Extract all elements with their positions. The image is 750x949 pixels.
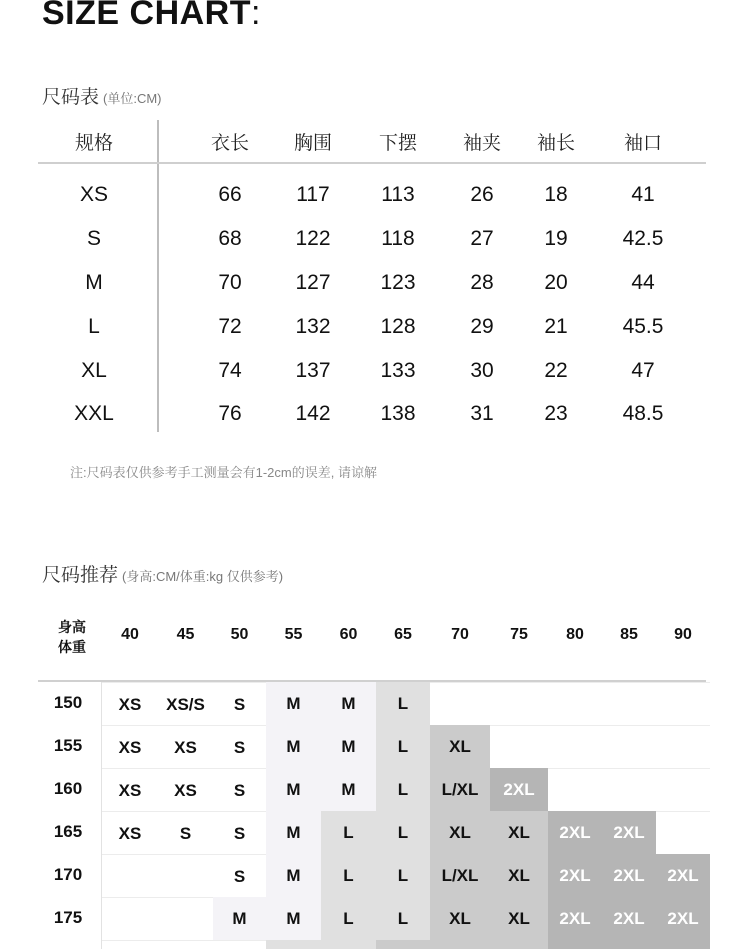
size-table-cell: 19 [544,227,568,250]
size-recommend-cell-partial [321,940,376,949]
size-recommend-cell-partial [213,940,266,949]
size-label: XS [79,183,109,206]
size-recommend-cell: XS [158,725,213,769]
size-table-divider-horizontal [38,162,706,164]
weight-header-50: 50 [230,626,249,643]
recommend-heading [42,560,283,587]
size-recommend-cell: XS [102,811,158,855]
size-table-header-6: 袖口 [623,133,663,154]
size-table-cell: 117 [296,183,330,206]
size-table-cell: 122 [295,227,331,250]
size-recommend-cell: S [213,854,266,898]
size-recommend-cell: M [266,682,321,725]
size-recommend-cell: L [376,768,430,811]
size-table-cell: 113 [381,183,415,206]
size-recommend-cell-partial [602,940,656,949]
size-table-cell: 138 [380,402,416,425]
size-recommend-cell-partial [656,940,710,949]
size-table-cell: 23 [544,402,568,425]
size-table-cell: 68 [218,227,242,250]
size-table-cell: 48.5 [622,402,664,425]
size-recommend-cell-partial [102,940,158,949]
corner-weight-label: 体重 [58,639,86,655]
size-table-cell: 31 [470,402,494,425]
size-table-cell: 133 [380,359,416,382]
size-recommend-cell: M [266,811,321,854]
weight-header-65: 65 [394,626,412,643]
size-recommend-cell: XS [102,768,158,812]
page-title [42,0,261,33]
size-table-cell: 21 [544,315,568,338]
size-recommend-cell: S [158,811,213,855]
size-recommend-cell: L [376,897,430,940]
weight-header-45: 45 [176,626,195,643]
size-recommend-cell [656,682,710,726]
recommend-subtitle: (身高:CM/体重:kg 仅供参考) [122,569,284,584]
size-recommend-cell: 2XL [490,768,548,811]
size-recommend-cell: XS/S [158,682,213,726]
height-header-160: 160 [53,779,83,798]
size-recommend-cell [656,811,710,855]
size-recommend-cell: XL [430,725,490,768]
size-recommend-cell: L [376,811,430,854]
size-label: L [88,315,100,338]
size-recommend-cell: 2XL [548,854,602,897]
size-recommend-cell [158,897,213,941]
size-recommend-cell: 2XL [656,897,710,940]
size-recommend-cell: L [321,897,376,940]
size-table-cell: 70 [218,271,242,294]
size-recommend-cell [490,725,548,769]
size-table-cell: 66 [218,183,242,206]
size-recommend-cell: L [376,854,430,897]
size-table-cell: 28 [470,271,494,294]
size-label: S [86,227,102,250]
size-table-cell: 27 [470,227,494,250]
size-recommend-cell: XS [158,768,213,812]
size-recommend-cell [102,854,158,898]
size-recommend-cell: M [321,682,376,725]
size-recommend-cell-partial [490,940,548,949]
height-header-175: 175 [53,908,83,927]
size-recommend-cell [490,682,548,726]
weight-header-90: 90 [674,626,692,643]
size-label: M [85,271,103,294]
size-recommend-cell-partial [430,940,490,949]
size-table-unit: (单位:CM) [103,91,162,106]
size-recommend-cell [602,682,656,726]
size-recommend-cell-partial [548,940,602,949]
size-recommend-cell: M [266,854,321,897]
recommend-title: 尺码推荐 [42,565,119,586]
size-recommend-cell [602,725,656,769]
size-recommend-cell: S [213,768,266,812]
weight-header-60: 60 [339,626,358,643]
size-recommend-cell [656,725,710,769]
size-table-header-0: 规格 [74,133,114,154]
size-recommend-cell: M [266,768,321,811]
size-recommend-cell: L/XL [430,854,490,897]
size-table-note: 注:尺码表仅供参考手工测量会有1-2cm的误差, 请谅解 [70,465,377,480]
size-recommend-cell [602,768,656,812]
size-recommend-cell: L [321,854,376,897]
size-table-header-3: 下摆 [378,133,418,154]
height-header-170: 170 [53,865,83,884]
size-recommend-cell-partial [266,940,321,949]
weight-header-80: 80 [566,626,584,643]
size-table-cell: 118 [381,227,415,250]
size-table-cell: 20 [544,271,568,294]
weight-header-85: 85 [620,626,638,643]
height-header-150: 150 [53,693,83,712]
size-recommend-cell [102,897,158,941]
size-table-heading [42,82,162,109]
size-recommend-cell: L [376,682,430,725]
size-recommend-cell: S [213,725,266,769]
size-table-cell: 42.5 [622,227,664,250]
size-recommend-cell: XL [430,811,490,854]
size-recommend-cell: XL [490,897,548,940]
size-table-header-1: 衣长 [210,133,250,154]
size-table-header-5: 袖长 [536,133,576,154]
size-table-cell: 26 [470,183,494,206]
size-recommend-cell: S [213,811,266,855]
size-recommend-cell: XL [430,897,490,940]
weight-header-55: 55 [284,626,303,643]
size-table-header-4: 袖夹 [462,133,502,154]
size-recommend-cell: M [266,897,321,940]
size-recommend-cell [548,768,602,812]
size-recommend-cell: L [376,725,430,768]
size-recommend-cell: M [213,897,266,940]
size-table-title: 尺码表 [42,87,100,108]
size-table-cell: 137 [295,359,331,382]
page-title-colon: : [251,0,261,32]
recommend-corner-label [58,617,86,657]
size-table-cell: 44 [631,271,655,294]
size-table-cell: 45.5 [622,315,664,338]
size-table-cell: 30 [470,359,494,382]
size-recommend-cell: XS [102,682,158,726]
size-table-cell: 74 [218,359,242,382]
size-recommend-cell: XS [102,725,158,769]
size-recommend-cell [656,768,710,812]
size-recommend-cell: S [213,682,266,726]
size-recommend-cell: M [321,725,376,768]
size-recommend-cell-partial [158,940,213,949]
size-table-cell: 128 [380,315,416,338]
size-recommend-cell [430,682,490,726]
size-recommend-cell [548,725,602,769]
size-table-cell: 72 [218,315,242,338]
size-recommend-cell: L/XL [430,768,490,811]
size-recommend-cell-partial [376,940,430,949]
size-label: XL [81,359,107,382]
size-recommend-cell: 2XL [602,854,656,897]
size-recommend-cell [548,682,602,726]
size-recommend-cell: M [266,725,321,768]
weight-header-40: 40 [121,626,139,643]
height-header-165: 165 [53,822,83,841]
size-table-cell: 132 [295,315,331,338]
size-table-header-2: 胸围 [293,133,333,154]
size-recommend-cell [158,854,213,898]
page-title-text: SIZE CHART [42,0,251,32]
size-recommend-cell: 2XL [602,897,656,940]
size-table-cell: 41 [631,183,655,206]
size-table-cell: 29 [470,315,494,338]
size-table-cell: 18 [544,183,568,206]
height-header-155: 155 [53,736,83,755]
size-recommend-cell: 2XL [548,897,602,940]
corner-height-label: 身高 [58,619,86,635]
size-recommend-grid [38,600,710,949]
size-table-cell: 127 [295,271,331,294]
size-recommend-cell: M [321,768,376,811]
size-recommend-cell: XL [490,854,548,897]
size-table-divider-vertical [157,120,159,432]
size-table [38,120,706,440]
size-table-cell: 123 [380,271,416,294]
size-table-cell: 47 [631,359,655,382]
size-table-cell: 76 [218,402,242,425]
size-recommend-cell: 2XL [602,811,656,854]
size-table-cell: 142 [295,402,331,425]
size-recommend-cell: 2XL [656,854,710,897]
size-recommend-cell: XL [490,811,548,854]
size-table-cell: 22 [544,359,568,382]
weight-header-75: 75 [510,626,528,643]
size-label: XXL [74,402,114,425]
size-recommend-cell: 2XL [548,811,602,854]
weight-header-70: 70 [451,626,469,643]
size-recommend-cell: L [321,811,376,854]
